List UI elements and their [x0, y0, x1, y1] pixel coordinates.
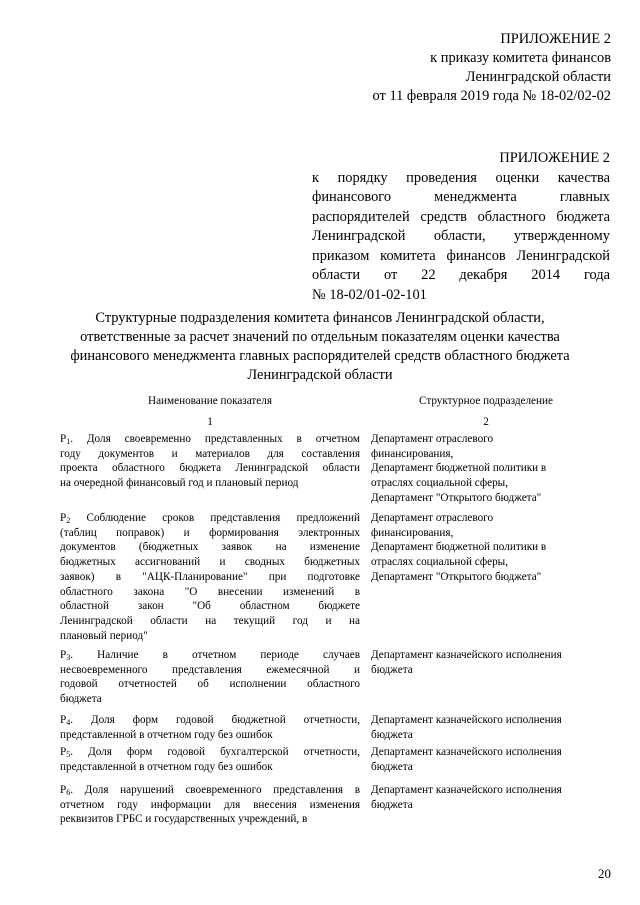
header2-line: Ленинградской области, утвержденному [312, 228, 610, 244]
department-line: Департамент казначейского исполнения [371, 714, 562, 726]
column-header-indicator: Наименование показателя [148, 395, 272, 407]
department-cell [371, 432, 603, 506]
indicator-line: несвоевременного представления ежемесячной и [60, 663, 360, 676]
department-line: Департамент казначейского исполнения [371, 649, 562, 661]
department-line: бюджета [371, 760, 413, 773]
indicator-code-index: 2 [66, 516, 71, 525]
indicator-code-index: 1 [66, 437, 71, 446]
department-line: Департамент бюджетной политики в [371, 462, 547, 475]
department-cell [371, 745, 603, 774]
indicator-line: году документов и материалов для составления [60, 447, 360, 460]
indicator-line [60, 511, 360, 526]
indicator-code: P [60, 512, 67, 524]
indicator-line: заявок) в "АЦК-Планирование" при подготовке [60, 570, 360, 583]
department-line: финансирования, [371, 447, 454, 460]
header1-line: Ленинградской области [465, 69, 611, 85]
department-line: финансирования, [371, 526, 454, 539]
indicator-line: годовой отчетностей об исполнении областного [60, 678, 360, 691]
indicator-text: . Доля форм годовой бухгалтерской отчетности, [70, 746, 360, 758]
indicator-text: . Доля форм годовой бюджетной отчетности, [70, 714, 360, 726]
indicator-code: P [60, 784, 67, 796]
indicator-line: отчетном году информации для внесения изменения [60, 798, 360, 811]
title-line: Ленинградской области [247, 367, 393, 383]
title-line: Структурные подразделения комитета финансов Ленинградской области, [95, 310, 545, 326]
procedure-appendix-header [312, 149, 610, 305]
indicator-line: плановый период" [60, 629, 148, 642]
header2-line: области от 22 декабря 2014 года [312, 267, 610, 283]
department-line: Департамент казначейского исполнения [371, 746, 562, 758]
indicator-text: . Доля своевременно представленных в отчетном [70, 433, 360, 445]
header1-line: ПРИЛОЖЕНИЕ 2 [500, 31, 611, 47]
header1-line: к приказу комитета финансов [430, 50, 611, 66]
header2-line: приказом комитета финансов Ленинградской [312, 247, 610, 264]
column-header-department: Структурное подразделение [419, 395, 553, 407]
document-title [40, 309, 600, 385]
department-line: бюджета [371, 728, 413, 741]
department-cell [371, 648, 603, 677]
indicator-code: P [60, 746, 67, 758]
header1-line: от 11 февраля 2019 года № 18-02/02-02 [372, 88, 611, 104]
column-number-2: 2 [483, 416, 489, 428]
page-number: 20 [598, 866, 611, 881]
indicator-line [60, 783, 360, 798]
indicator-line [60, 745, 360, 760]
indicator-line: областной закон "Об областном бюджете [60, 600, 360, 613]
indicator-cell [60, 511, 360, 643]
indicator-line [60, 432, 360, 447]
indicator-text: Соблюдение сроков представления предложений [70, 512, 360, 524]
indicator-line: представленной в отчетном году без ошибок [60, 728, 273, 741]
department-line: Департамент отраслевого [371, 433, 494, 445]
indicator-line: Ленинградской области на текущий год и на [60, 614, 360, 627]
department-line: отраслях социальной сферы, [371, 477, 508, 490]
department-cell [371, 783, 603, 812]
indicator-line: (таблиц поправок) и формирования электронных [60, 526, 360, 539]
header2-line: № 18-02/01-02-101 [312, 286, 427, 303]
header2-line: к порядку проведения оценки качества [312, 169, 610, 186]
indicator-code-index: 4 [66, 718, 71, 727]
indicator-line: бюджета [60, 693, 102, 706]
indicator-code: P [60, 433, 67, 445]
indicator-code: P [60, 714, 67, 726]
indicator-line: на очередной финансовый год и плановый период [60, 477, 299, 490]
title-line: ответственные за расчет значений по отдельным показателям оценки качества [80, 329, 560, 345]
indicator-cell [60, 783, 360, 827]
header2-line: финансового менеджмента главных [312, 189, 610, 205]
indicator-code-index: 5 [66, 750, 71, 759]
indicator-text: . Доля нарушений своевременного представления в [70, 784, 360, 796]
indicator-code-index: 6 [66, 788, 71, 797]
department-line: Департамент отраслевого [371, 512, 494, 524]
indicator-line: проекта областного бюджета Ленинградской области [60, 462, 360, 475]
department-line: Департамент "Открытого бюджета" [371, 491, 542, 504]
indicator-cell [60, 432, 360, 491]
department-line: бюджета [371, 798, 413, 811]
indicator-line: реквизитов ГРБС и государственных учреждений, в [60, 813, 308, 826]
department-line: Департамент бюджетной политики в [371, 541, 547, 554]
department-line: бюджета [371, 663, 413, 676]
order-appendix-header [251, 30, 611, 106]
indicator-cell [60, 745, 360, 774]
indicator-text: . Наличие в отчетном периоде случаев [70, 649, 360, 661]
indicator-line: документов (бюджетных заявок на изменение [60, 541, 360, 554]
department-line: Департамент казначейского исполнения [371, 784, 562, 796]
indicator-code-index: 3 [66, 653, 71, 662]
title-line: финансового менеджмента главных распорядителей средств областного бюджета [70, 348, 570, 364]
indicator-cell [60, 648, 360, 707]
department-line: отраслях социальной сферы, [371, 556, 508, 569]
department-cell [371, 511, 603, 585]
indicator-line [60, 648, 360, 663]
indicator-code: P [60, 649, 67, 661]
department-line: Департамент "Открытого бюджета" [371, 570, 542, 583]
indicator-cell [60, 713, 360, 742]
indicator-line: областного закона "О внесении изменений в [60, 585, 360, 598]
department-cell [371, 713, 603, 742]
header2-title: ПРИЛОЖЕНИЕ 2 [499, 150, 610, 166]
indicator-line: представленной в отчетном году без ошибок [60, 760, 273, 773]
column-number-1: 1 [207, 416, 213, 428]
indicator-line: бюджетных ассигнований и сводных бюджетных [60, 556, 360, 569]
indicator-line [60, 713, 360, 728]
header2-line: распорядителей средств областного бюджета [312, 208, 610, 225]
